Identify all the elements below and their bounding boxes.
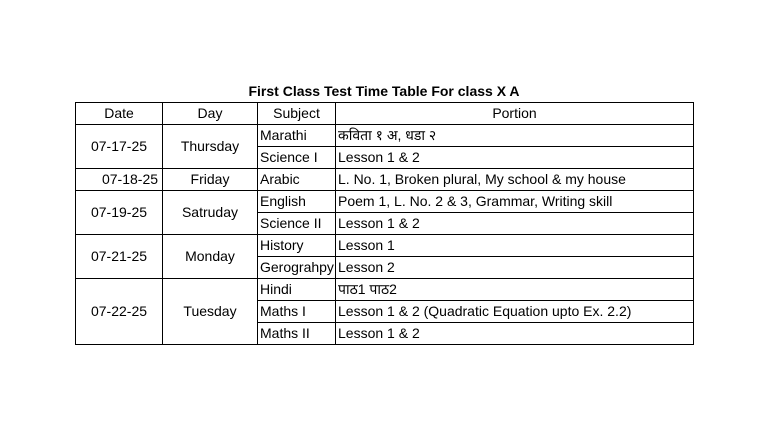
subject-cell[interactable]: History bbox=[258, 235, 336, 257]
spreadsheet-area bbox=[75, 80, 693, 345]
subject-cell[interactable]: Hindi bbox=[258, 279, 336, 301]
table-row bbox=[76, 125, 694, 147]
subject-cell[interactable]: Arabic bbox=[258, 169, 336, 191]
portion-cell[interactable]: L. No. 1, Broken plural, My school & my house bbox=[336, 169, 694, 191]
header-portion[interactable]: Portion bbox=[336, 103, 694, 125]
timetable bbox=[75, 102, 694, 345]
table-row bbox=[76, 235, 694, 257]
subject-cell[interactable]: Science I bbox=[258, 147, 336, 169]
date-cell[interactable]: 07-21-25 bbox=[76, 235, 163, 279]
subject-cell[interactable]: English bbox=[258, 191, 336, 213]
portion-cell[interactable]: Lesson 2 bbox=[336, 257, 694, 279]
header-date[interactable]: Date bbox=[76, 103, 163, 125]
table-row bbox=[76, 279, 694, 301]
header-subject[interactable]: Subject bbox=[258, 103, 336, 125]
portion-cell[interactable]: पाठ1 पाठ2 bbox=[336, 279, 694, 301]
day-cell[interactable]: Monday bbox=[163, 235, 258, 279]
date-cell[interactable]: 07-17-25 bbox=[76, 125, 163, 169]
portion-cell[interactable]: Poem 1, L. No. 2 & 3, Grammar, Writing skill bbox=[336, 191, 694, 213]
portion-cell[interactable]: कविता १ अ, धडा २ bbox=[336, 125, 694, 147]
date-cell[interactable]: 07-22-25 bbox=[76, 279, 163, 345]
portion-cell[interactable]: Lesson 1 & 2 bbox=[336, 213, 694, 235]
date-cell[interactable]: 07-18-25 bbox=[76, 169, 163, 191]
day-cell[interactable]: Satruday bbox=[163, 191, 258, 235]
subject-cell[interactable]: Maths I bbox=[258, 301, 336, 323]
header-day[interactable]: Day bbox=[163, 103, 258, 125]
portion-cell[interactable]: Lesson 1 & 2 bbox=[336, 323, 694, 345]
header-row bbox=[76, 103, 694, 125]
table-row bbox=[76, 191, 694, 213]
table-row bbox=[76, 169, 694, 191]
subject-cell[interactable]: Maths II bbox=[258, 323, 336, 345]
portion-cell[interactable]: Lesson 1 & 2 (Quadratic Equation upto Ex. 2.2) bbox=[336, 301, 694, 323]
portion-cell[interactable]: Lesson 1 & 2 bbox=[336, 147, 694, 169]
subject-cell[interactable]: Marathi bbox=[258, 125, 336, 147]
subject-cell[interactable]: Gerograhpy bbox=[258, 257, 336, 279]
date-cell[interactable]: 07-19-25 bbox=[76, 191, 163, 235]
page-title: First Class Test Time Table For class X A bbox=[248, 83, 520, 99]
subject-cell[interactable]: Science II bbox=[258, 213, 336, 235]
day-cell[interactable]: Thursday bbox=[163, 125, 258, 169]
portion-cell[interactable]: Lesson 1 bbox=[336, 235, 694, 257]
day-cell[interactable]: Friday bbox=[163, 169, 258, 191]
day-cell[interactable]: Tuesday bbox=[163, 279, 258, 345]
